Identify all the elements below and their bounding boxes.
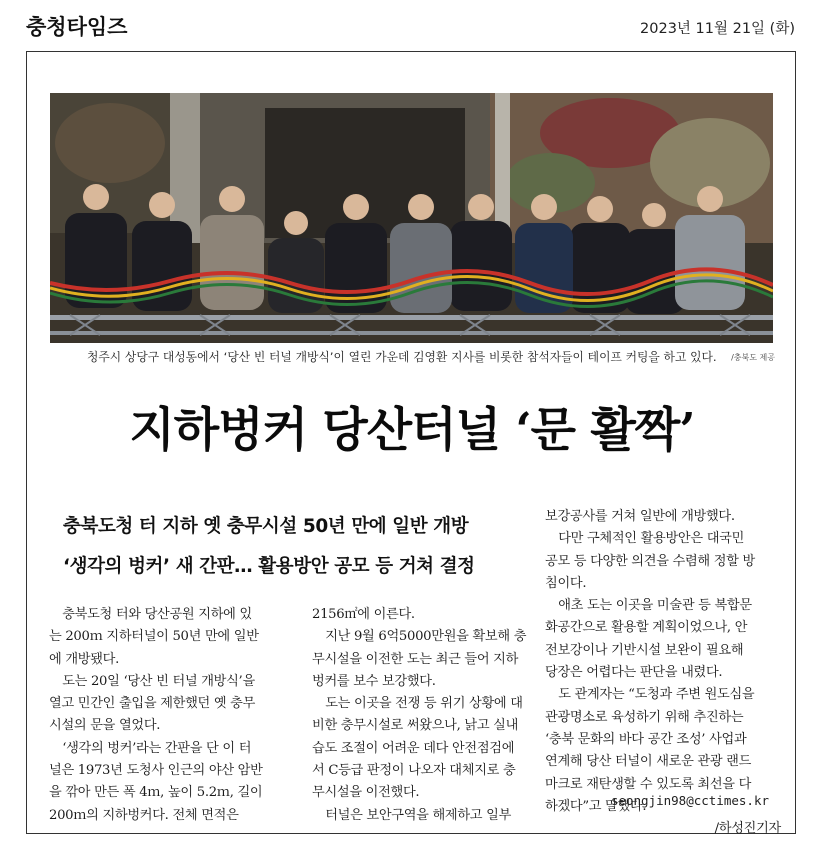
- text-line: ‘충북 문화의 바다 공간 조성’ 사업과: [545, 731, 747, 747]
- paragraph: [545, 595, 781, 684]
- headline: 지하벙커 당산터널 ‘문 활짝’: [129, 403, 695, 458]
- text-line: 지난 9월 6억5000만원을 확보해 충: [325, 629, 527, 645]
- text-line: ‘생각의 벙커’라는 간판을 단 이 터: [62, 740, 252, 756]
- paragraph: [545, 506, 781, 528]
- text-line: 습도 조절이 어려운 데다 안전점검에: [312, 740, 515, 756]
- subhead-1: 충북도청 터 지하 옛 충무시설 50년 만에 일반 개방: [63, 516, 469, 537]
- paragraph: [545, 528, 781, 595]
- masthead-name: 충청타임즈: [26, 15, 128, 39]
- body-column-3: [545, 506, 781, 840]
- text-line: 보강공사를 거쳐 일반에 개방했다.: [545, 509, 735, 524]
- paragraph: [312, 604, 554, 626]
- text-line: 시설의 문을 열었다.: [49, 718, 161, 734]
- text-line: 열고 민간인 출입을 제한했던 옛 충무: [49, 696, 256, 712]
- subhead-2: ‘생각의 벙커’ 새 간판… 활용방안 공모 등 거쳐 결정: [63, 556, 475, 577]
- byline: /하성진기자: [714, 821, 781, 837]
- text-line: 공모 등 다양한 의견을 수렴해 정할 방: [545, 553, 755, 569]
- text-line: 애초 도는 이곳을 미술관 등 복합문: [558, 598, 752, 614]
- body-column-2: [312, 604, 554, 827]
- text-line: 충북도청 터와 당산공원 지하에 있: [62, 607, 252, 622]
- paragraph: [312, 693, 554, 804]
- text-line: 하겠다”고 말했다.: [545, 798, 647, 814]
- text-line: 무시설을 이전한 도는 최근 들어 지하: [312, 651, 519, 667]
- text-line: 전보강이나 기반시설 보완이 필요해: [545, 642, 744, 658]
- text-line: 비한 충무시설로 써왔으나, 낡고 실내: [312, 718, 519, 734]
- text-line: 다만 구체적인 활용방안은 대국민: [558, 531, 745, 547]
- article-frame: [26, 51, 796, 837]
- text-line: 에 개방됐다.: [49, 651, 119, 667]
- body-column-1: [49, 604, 302, 827]
- text-line: 는 200ｍ 지하터널이 50년 만에 일반: [49, 629, 259, 645]
- text-line: 을 깎아 만든 폭 4ｍ, 높이 5.2ｍ, 길이: [49, 785, 263, 801]
- text-line: 침이다.: [545, 575, 587, 591]
- photo-illustration: [50, 93, 773, 343]
- text-line: 서 C등급 판정이 나오자 대체지로 충: [312, 763, 516, 779]
- text-line: 화공간으로 활용할 계획이었으나, 안: [545, 620, 748, 636]
- paragraph: [49, 671, 302, 738]
- paragraph: [312, 805, 554, 827]
- text-line: 당장은 어렵다는 판단을 내렸다.: [545, 665, 723, 681]
- reporter-email: seongjin98@cctimes.kr: [610, 793, 769, 808]
- text-line: 도 관계자는 “도청과 주변 원도심을: [558, 687, 755, 703]
- text-line: 벙커를 보수 보강했다.: [312, 673, 436, 689]
- text-line: 관광명소로 육성하기 위해 추진하는: [545, 709, 744, 725]
- text-line: 연계해 당산 터널이 새로운 관광 랜드: [545, 754, 752, 770]
- text-line: 터널은 보안구역을 해제하고 일부: [325, 807, 512, 823]
- text-line: 2156㎡에 이른다.: [312, 607, 415, 622]
- text-line: 무시설을 이전했다.: [312, 785, 420, 801]
- subheads: [63, 507, 533, 587]
- text-line: 도는 이곳을 전쟁 등 위기 상황에 대: [325, 696, 523, 712]
- paragraph: [49, 738, 302, 827]
- photo-credit: /충북도 제공: [731, 353, 775, 362]
- paragraph: [312, 626, 554, 693]
- text-line: 널은 1973년 도청사 인근의 야산 암반: [49, 763, 263, 779]
- ribbon-cutting-photo: [50, 93, 773, 343]
- paragraph: [49, 604, 302, 671]
- publication-date: 2023년 11월 21일 (화): [640, 21, 795, 37]
- text-line: 도는 20일 ‘당산 빈 터널 개방식’을: [62, 673, 255, 689]
- photo-caption: 청주시 상당구 대성동에서 ‘당산 빈 터널 개방식’이 열린 가운데 김영환 지사를 비롯한 참석자들이 테이프 커팅을 하고 있다.: [87, 350, 717, 364]
- text-line: 200ｍ의 지하벙커다. 전체 면적은: [49, 807, 239, 823]
- text-line: 마크로 재탄생할 수 있도록 최선을 다: [545, 776, 752, 792]
